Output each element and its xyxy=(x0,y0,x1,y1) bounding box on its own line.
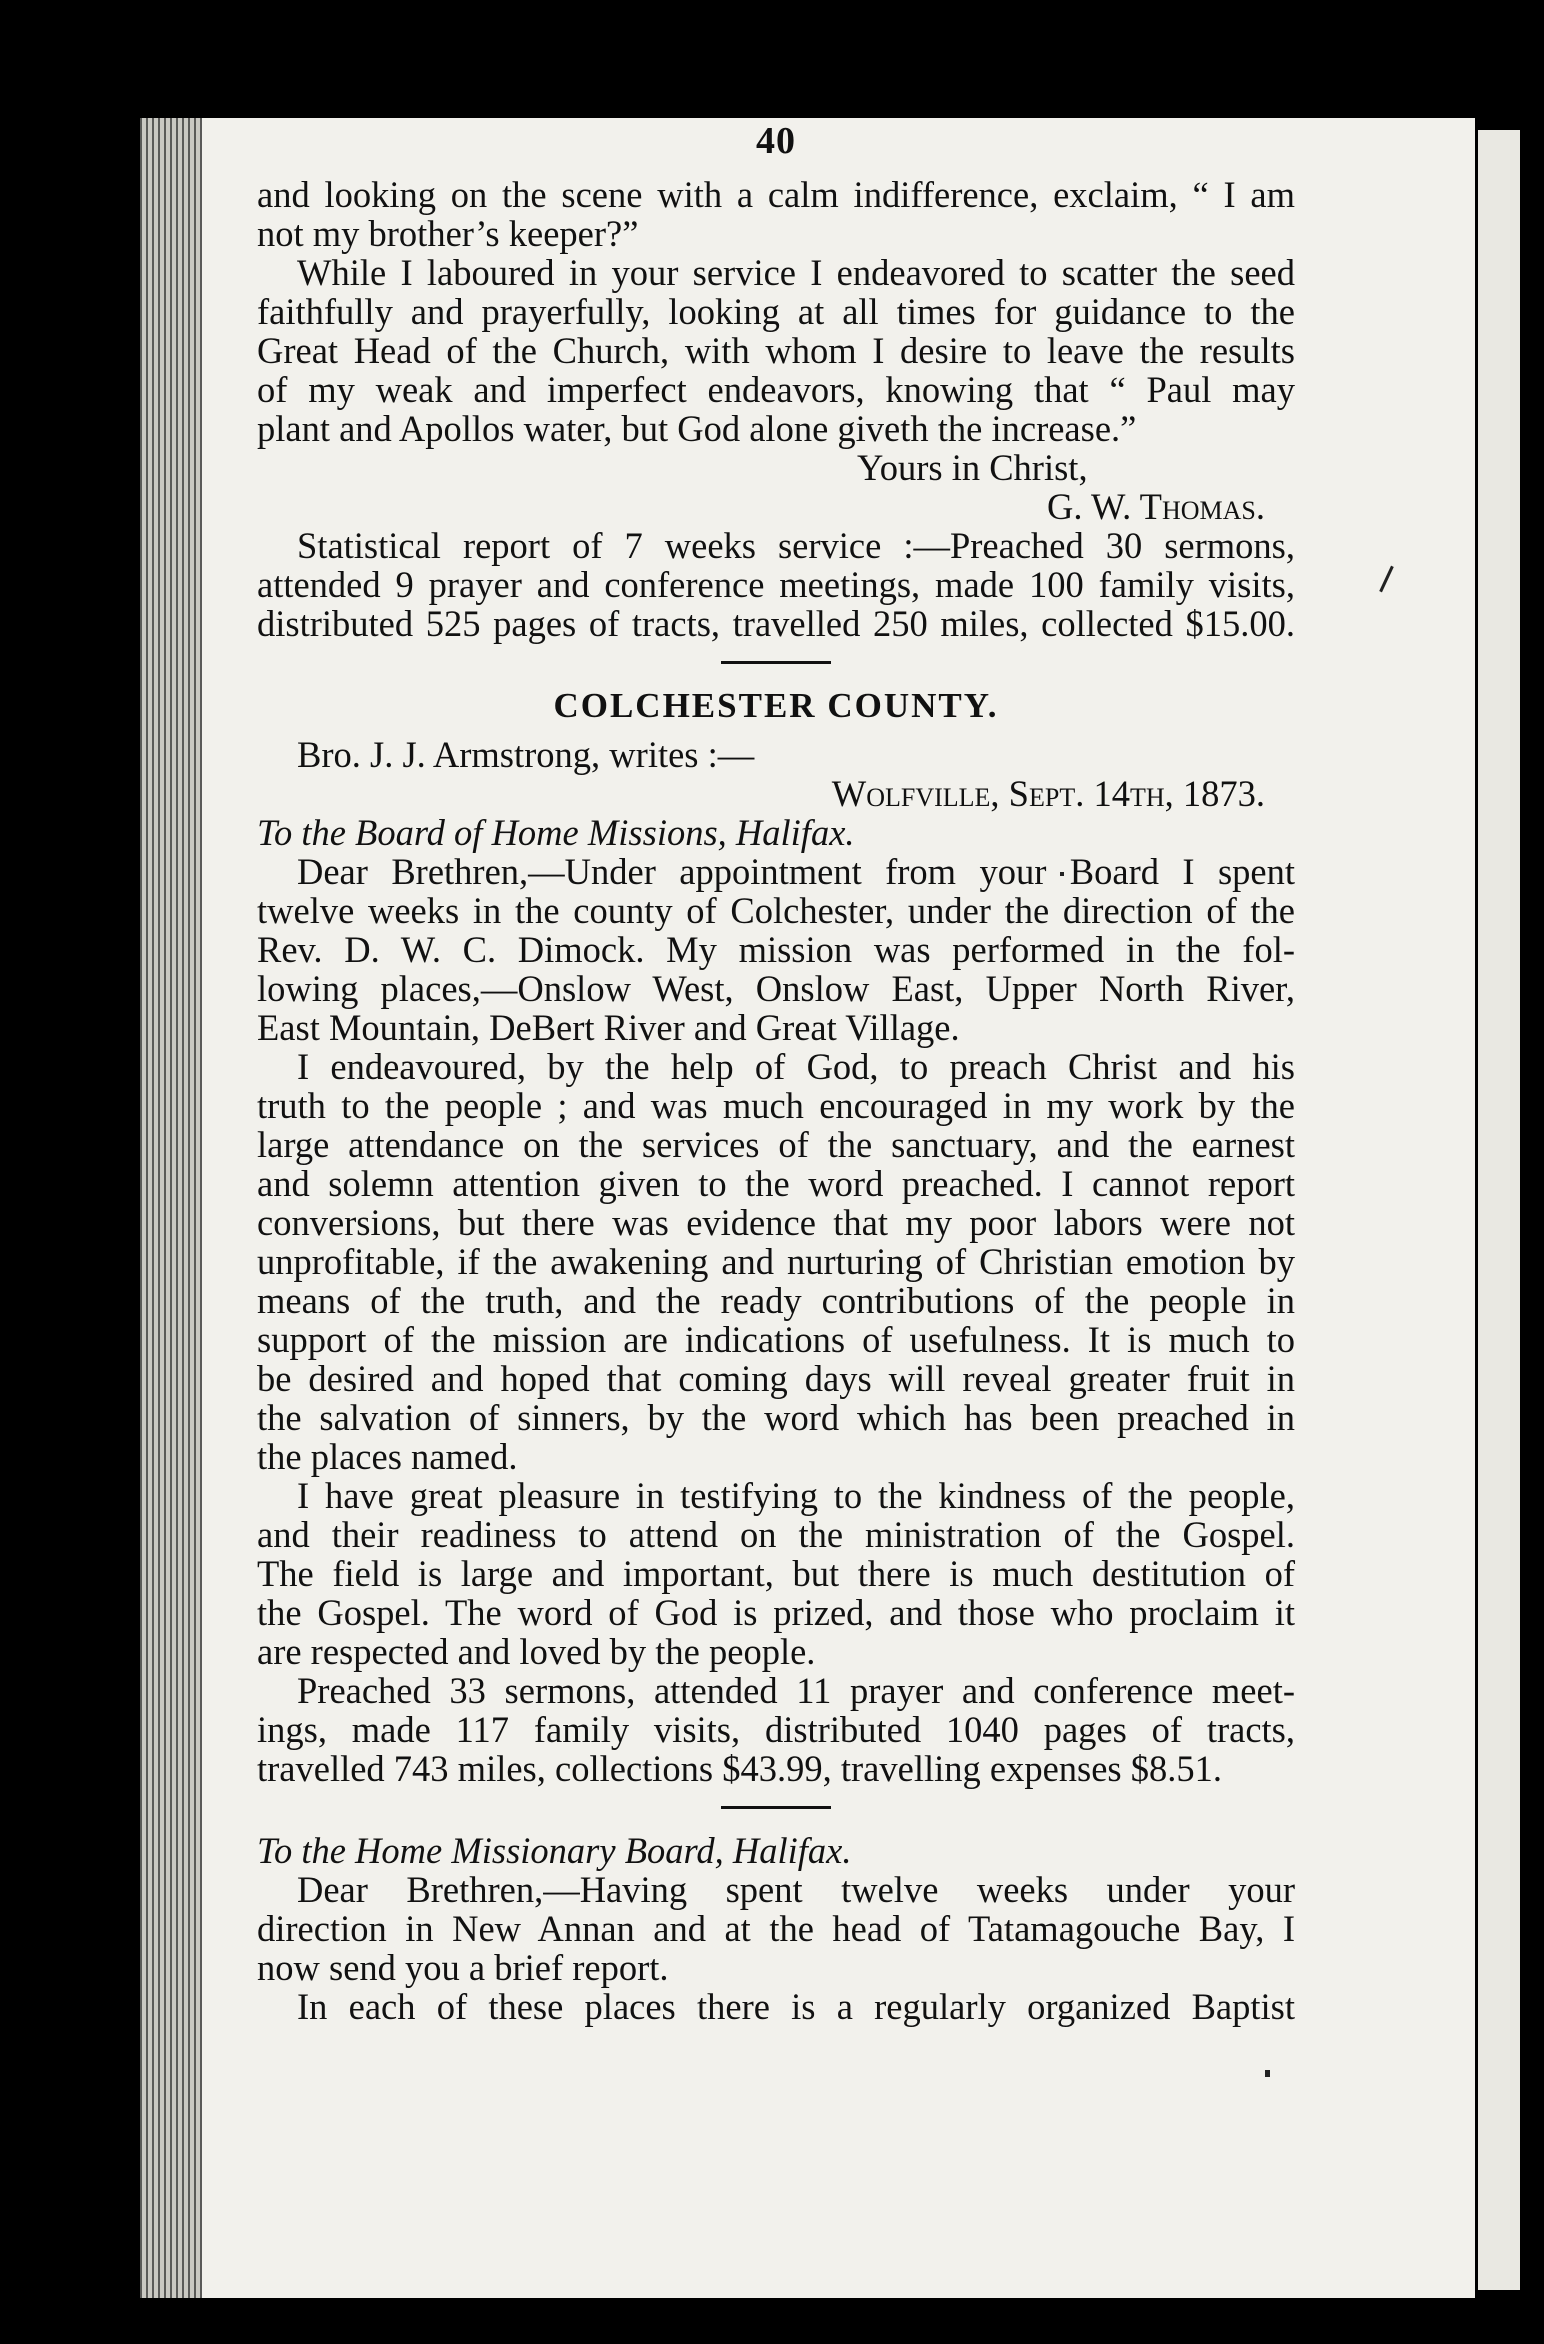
text-line: Dear Brethren,—Under appointment from your Board I spent xyxy=(297,851,1295,892)
section-heading: COLCHESTER COUNTY. xyxy=(553,686,999,725)
text-line: the places named. xyxy=(257,1436,518,1477)
text-line: large attendance on the services of the sanctuary, and the earnest xyxy=(257,1124,1295,1165)
text-line: the Gospel. The word of God is prized, and those who proclaim it xyxy=(257,1592,1295,1633)
text-line: In each of these places there is a regularly organized Baptist xyxy=(297,1986,1295,2027)
text-line: are respected and loved by the people. xyxy=(257,1631,816,1672)
text-line: direction in New Annan and at the head of Tatamagouche Bay, I xyxy=(257,1908,1295,1949)
text-line: means of the truth, and the ready contributions of the people in xyxy=(257,1280,1295,1321)
text-line: I endeavoured, by the help of God, to preach Christ and his xyxy=(297,1046,1295,1087)
paragraph-5 xyxy=(257,1047,1295,1476)
text-line: support of the mission are indications of usefulness. It is much to xyxy=(257,1319,1295,1360)
text-line: Dear Brethren,—Having spent twelve weeks under your xyxy=(297,1869,1295,1910)
text-line: ings, made 117 family visits, distributed 1040 pages of tracts, xyxy=(257,1709,1295,1750)
paragraph-1 xyxy=(257,175,1295,253)
text-line: Statistical report of 7 weeks service :—Preached 30 sermons, xyxy=(297,525,1295,566)
text-line: now send you a brief report. xyxy=(257,1947,669,1988)
paragraph-8 xyxy=(257,1870,1295,1987)
text-line: The field is large and important, but there is much destitution of xyxy=(257,1553,1295,1594)
text-line: While I laboured in your service I endeavored to scatter the seed xyxy=(297,252,1295,293)
paragraph-4 xyxy=(257,852,1295,1047)
letter-dateline: Wolfville, Sept. 14th, 1873. xyxy=(831,773,1265,814)
text-line: be desired and hoped that coming days will reveal greater fruit in xyxy=(257,1358,1295,1399)
text-line: twelve weeks in the county of Colchester, under the direction of the xyxy=(257,890,1295,931)
text-line: not my brother’s keeper?” xyxy=(257,213,639,254)
text-line: I have great pleasure in testifying to the kindness of the people, xyxy=(297,1475,1295,1516)
signature: G. W. Thomas. xyxy=(1047,486,1265,527)
text-line: East Mountain, DeBert River and Great Village. xyxy=(257,1007,960,1048)
text-line: and looking on the scene with a calm indifference, exclaim, “ I am xyxy=(257,174,1295,215)
text-line: travelled 743 miles, collections $43.99, travelling expenses $8.51. xyxy=(257,1748,1223,1789)
letter-closing: Yours in Christ, xyxy=(857,447,1088,488)
text-line: and solemn attention given to the word preached. I cannot report xyxy=(257,1163,1295,1204)
text-line: truth to the people ; and was much encouraged in my work by the xyxy=(257,1085,1295,1126)
text-line: distributed 525 pages of tracts, travelled 250 miles, collected $15.00. xyxy=(257,603,1295,644)
text-line: conversions, but there was evidence that my poor labors were not xyxy=(257,1202,1295,1243)
ink-speck xyxy=(1265,2070,1270,2077)
facing-page-edge xyxy=(1478,130,1520,2290)
section-divider xyxy=(721,661,831,664)
text-line: plant and Apollos water, but God alone giveth the increase.” xyxy=(257,408,1137,449)
section-divider xyxy=(721,1806,831,1809)
paragraph-2 xyxy=(257,253,1295,448)
text-line: unprofitable, if the awakening and nurturing of Christian emotion by xyxy=(257,1241,1295,1282)
text-line: of my weak and imperfect endeavors, knowing that “ Paul may xyxy=(257,369,1295,410)
book-gutter xyxy=(140,118,202,2298)
paragraph-9 xyxy=(257,1987,1295,2026)
text-line: Rev. D. W. C. Dimock. My mission was performed in the fol- xyxy=(257,929,1295,970)
letter-address: To the Home Missionary Board, Halifax. xyxy=(257,1830,852,1871)
page-number: 40 xyxy=(756,120,796,162)
text-line: attended 9 prayer and conference meetings, made 100 family visits, xyxy=(257,564,1295,605)
page-text xyxy=(257,122,1295,2026)
letter-intro: Bro. J. J. Armstrong, writes :— xyxy=(297,734,755,775)
text-line: Great Head of the Church, with whom I desire to leave the results xyxy=(257,330,1295,371)
paragraph-7 xyxy=(257,1671,1295,1788)
statistical-report xyxy=(257,526,1295,643)
paragraph-6 xyxy=(257,1476,1295,1671)
text-line: faithfully and prayerfully, looking at all times for guidance to the xyxy=(257,291,1295,332)
text-line: Preached 33 sermons, attended 11 prayer and conference meet- xyxy=(297,1670,1295,1711)
text-line: the salvation of sinners, by the word which has been preached in xyxy=(257,1397,1295,1438)
text-line: and their readiness to attend on the ministration of the Gospel. xyxy=(257,1514,1295,1555)
text-line: lowing places,—Onslow West, Onslow East, Upper North River, xyxy=(257,968,1295,1009)
letter-address: To the Board of Home Missions, Halifax. xyxy=(257,812,855,853)
